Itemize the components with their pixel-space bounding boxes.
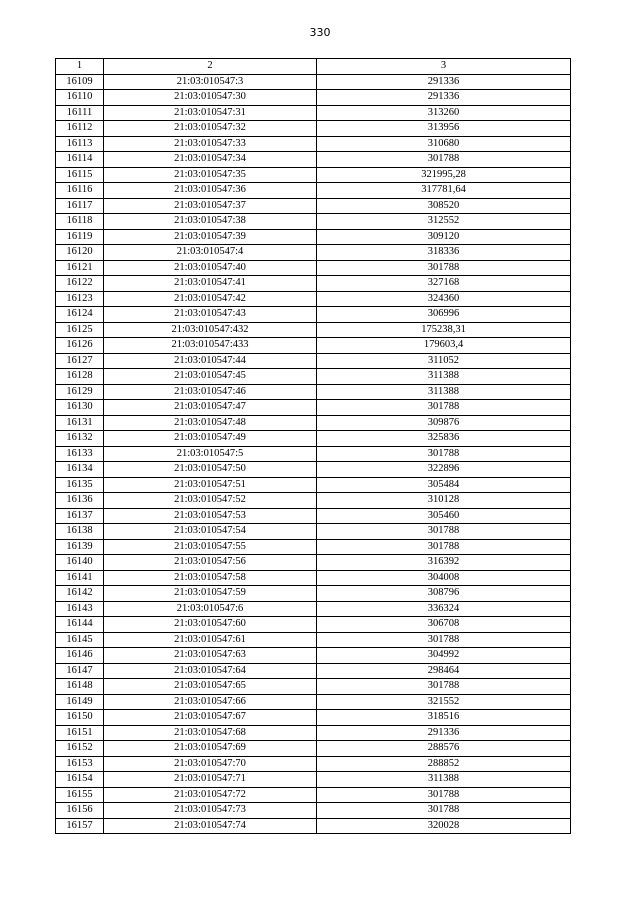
value-cell: 301788 [317, 632, 571, 648]
value-cell: 318336 [317, 245, 571, 261]
table-row [56, 586, 571, 602]
table-row [56, 632, 571, 648]
value-cell: 336324 [317, 601, 571, 617]
cadastral-number-cell: 21:03:010547:433 [104, 338, 317, 354]
row-number-cell: 16153 [56, 756, 104, 772]
cadastral-number-cell: 21:03:010547:68 [104, 725, 317, 741]
row-number-cell: 16137 [56, 508, 104, 524]
cadastral-number-cell: 21:03:010547:72 [104, 787, 317, 803]
table-row [56, 384, 571, 400]
row-number-cell: 16145 [56, 632, 104, 648]
row-number-cell: 16112 [56, 121, 104, 137]
cadastral-number-cell: 21:03:010547:38 [104, 214, 317, 230]
table-row [56, 121, 571, 137]
table-row [56, 167, 571, 183]
row-number-cell: 16122 [56, 276, 104, 292]
table-row [56, 214, 571, 230]
row-number-cell: 16152 [56, 741, 104, 757]
cadastral-number-cell: 21:03:010547:35 [104, 167, 317, 183]
table-row [56, 617, 571, 633]
value-cell: 311052 [317, 353, 571, 369]
cadastral-number-cell: 21:03:010547:39 [104, 229, 317, 245]
table-row [56, 539, 571, 555]
row-number-cell: 16150 [56, 710, 104, 726]
row-number-cell: 16115 [56, 167, 104, 183]
value-cell: 301788 [317, 152, 571, 168]
value-cell: 327168 [317, 276, 571, 292]
cadastral-number-cell: 21:03:010547:5 [104, 446, 317, 462]
value-cell: 305460 [317, 508, 571, 524]
table-row [56, 787, 571, 803]
value-cell: 301788 [317, 679, 571, 695]
table-row [56, 322, 571, 338]
row-number-cell: 16134 [56, 462, 104, 478]
cadastral-number-cell: 21:03:010547:45 [104, 369, 317, 385]
cadastral-number-cell: 21:03:010547:58 [104, 570, 317, 586]
table-row [56, 601, 571, 617]
cadastral-number-cell: 21:03:010547:61 [104, 632, 317, 648]
value-cell: 325836 [317, 431, 571, 447]
table-row [56, 245, 571, 261]
value-cell: 324360 [317, 291, 571, 307]
row-number-cell: 16123 [56, 291, 104, 307]
value-cell: 311388 [317, 384, 571, 400]
value-cell: 308520 [317, 198, 571, 214]
table-row [56, 431, 571, 447]
value-cell: 288852 [317, 756, 571, 772]
cadastral-number-cell: 21:03:010547:70 [104, 756, 317, 772]
value-cell: 301788 [317, 524, 571, 540]
cadastral-number-cell: 21:03:010547:48 [104, 415, 317, 431]
row-number-cell: 16119 [56, 229, 104, 245]
cadastral-number-cell: 21:03:010547:63 [104, 648, 317, 664]
row-number-cell: 16136 [56, 493, 104, 509]
row-number-cell: 16113 [56, 136, 104, 152]
row-number-cell: 16118 [56, 214, 104, 230]
column-header: 2 [104, 59, 317, 75]
cadastral-number-cell: 21:03:010547:6 [104, 601, 317, 617]
cadastral-number-cell: 21:03:010547:36 [104, 183, 317, 199]
row-number-cell: 16148 [56, 679, 104, 695]
row-number-cell: 16124 [56, 307, 104, 323]
cadastral-number-cell: 21:03:010547:47 [104, 400, 317, 416]
cadastral-number-cell: 21:03:010547:43 [104, 307, 317, 323]
value-cell: 304992 [317, 648, 571, 664]
row-number-cell: 16149 [56, 694, 104, 710]
value-cell: 304008 [317, 570, 571, 586]
row-number-cell: 16133 [56, 446, 104, 462]
value-cell: 298464 [317, 663, 571, 679]
table-row [56, 462, 571, 478]
cadastral-number-cell: 21:03:010547:71 [104, 772, 317, 788]
table-row [56, 756, 571, 772]
table-row [56, 710, 571, 726]
value-cell: 301788 [317, 787, 571, 803]
table-row [56, 152, 571, 168]
value-cell: 308796 [317, 586, 571, 602]
value-cell: 301788 [317, 539, 571, 555]
cadastral-number-cell: 21:03:010547:40 [104, 260, 317, 276]
row-number-cell: 16114 [56, 152, 104, 168]
value-cell: 321995,28 [317, 167, 571, 183]
table-row [56, 276, 571, 292]
table-row [56, 338, 571, 354]
cadastral-number-cell: 21:03:010547:32 [104, 121, 317, 137]
cadastral-number-cell: 21:03:010547:55 [104, 539, 317, 555]
table-row [56, 555, 571, 571]
table-body [56, 74, 571, 834]
cadastral-number-cell: 21:03:010547:4 [104, 245, 317, 261]
row-number-cell: 16146 [56, 648, 104, 664]
row-number-cell: 16140 [56, 555, 104, 571]
value-cell: 305484 [317, 477, 571, 493]
table-row [56, 648, 571, 664]
row-number-cell: 16110 [56, 90, 104, 106]
cadastral-number-cell: 21:03:010547:44 [104, 353, 317, 369]
cadastral-number-cell: 21:03:010547:37 [104, 198, 317, 214]
table-row [56, 818, 571, 834]
cadastral-number-cell: 21:03:010547:49 [104, 431, 317, 447]
row-number-cell: 16117 [56, 198, 104, 214]
value-cell: 313260 [317, 105, 571, 121]
value-cell: 317781,64 [317, 183, 571, 199]
table-row [56, 477, 571, 493]
row-number-cell: 16142 [56, 586, 104, 602]
table-row [56, 105, 571, 121]
cadastral-number-cell: 21:03:010547:74 [104, 818, 317, 834]
value-cell: 291336 [317, 90, 571, 106]
cadastral-number-cell: 21:03:010547:31 [104, 105, 317, 121]
row-number-cell: 16157 [56, 818, 104, 834]
table-row [56, 725, 571, 741]
row-number-cell: 16130 [56, 400, 104, 416]
cadastral-number-cell: 21:03:010547:67 [104, 710, 317, 726]
data-table [55, 58, 571, 834]
row-number-cell: 16135 [56, 477, 104, 493]
row-number-cell: 16132 [56, 431, 104, 447]
row-number-cell: 16138 [56, 524, 104, 540]
cadastral-number-cell: 21:03:010547:53 [104, 508, 317, 524]
row-number-cell: 16131 [56, 415, 104, 431]
cadastral-number-cell: 21:03:010547:52 [104, 493, 317, 509]
table-row [56, 198, 571, 214]
value-cell: 309876 [317, 415, 571, 431]
value-cell: 321552 [317, 694, 571, 710]
cadastral-number-cell: 21:03:010547:51 [104, 477, 317, 493]
table-row [56, 694, 571, 710]
row-number-cell: 16121 [56, 260, 104, 276]
value-cell: 306996 [317, 307, 571, 323]
value-cell: 320028 [317, 818, 571, 834]
cadastral-number-cell: 21:03:010547:3 [104, 74, 317, 90]
cadastral-number-cell: 21:03:010547:64 [104, 663, 317, 679]
table-row [56, 679, 571, 695]
row-number-cell: 16120 [56, 245, 104, 261]
row-number-cell: 16155 [56, 787, 104, 803]
table-row [56, 229, 571, 245]
table-row [56, 400, 571, 416]
value-cell: 311388 [317, 369, 571, 385]
table-row [56, 772, 571, 788]
value-cell: 288576 [317, 741, 571, 757]
value-cell: 301788 [317, 803, 571, 819]
value-cell: 318516 [317, 710, 571, 726]
table-row [56, 741, 571, 757]
value-cell: 309120 [317, 229, 571, 245]
row-number-cell: 16151 [56, 725, 104, 741]
value-cell: 322896 [317, 462, 571, 478]
table-row [56, 803, 571, 819]
table-row [56, 74, 571, 90]
cadastral-number-cell: 21:03:010547:73 [104, 803, 317, 819]
table-row [56, 307, 571, 323]
table-row [56, 663, 571, 679]
cadastral-number-cell: 21:03:010547:59 [104, 586, 317, 602]
value-cell: 291336 [317, 725, 571, 741]
row-number-cell: 16156 [56, 803, 104, 819]
table-row [56, 291, 571, 307]
value-cell: 312552 [317, 214, 571, 230]
row-number-cell: 16128 [56, 369, 104, 385]
column-header: 1 [56, 59, 104, 75]
row-number-cell: 16141 [56, 570, 104, 586]
value-cell: 301788 [317, 400, 571, 416]
value-cell: 179603,4 [317, 338, 571, 354]
row-number-cell: 16116 [56, 183, 104, 199]
table-row [56, 415, 571, 431]
table-row [56, 570, 571, 586]
cadastral-number-cell: 21:03:010547:41 [104, 276, 317, 292]
row-number-cell: 16126 [56, 338, 104, 354]
table-row [56, 260, 571, 276]
table-row [56, 493, 571, 509]
table-row [56, 446, 571, 462]
row-number-cell: 16144 [56, 617, 104, 633]
cadastral-number-cell: 21:03:010547:30 [104, 90, 317, 106]
cadastral-number-cell: 21:03:010547:33 [104, 136, 317, 152]
column-header: 3 [317, 59, 571, 75]
page-number: 330 [309, 26, 331, 39]
cadastral-number-cell: 21:03:010547:50 [104, 462, 317, 478]
cadastral-number-cell: 21:03:010547:60 [104, 617, 317, 633]
cadastral-number-cell: 21:03:010547:46 [104, 384, 317, 400]
value-cell: 175238,31 [317, 322, 571, 338]
cadastral-number-cell: 21:03:010547:69 [104, 741, 317, 757]
cadastral-number-cell: 21:03:010547:34 [104, 152, 317, 168]
row-number-cell: 16147 [56, 663, 104, 679]
table-row [56, 90, 571, 106]
value-cell: 301788 [317, 260, 571, 276]
cadastral-number-cell: 21:03:010547:65 [104, 679, 317, 695]
value-cell: 316392 [317, 555, 571, 571]
table-row [56, 508, 571, 524]
cadastral-number-cell: 21:03:010547:432 [104, 322, 317, 338]
value-cell: 310680 [317, 136, 571, 152]
row-number-cell: 16109 [56, 74, 104, 90]
row-number-cell: 16127 [56, 353, 104, 369]
table-row [56, 369, 571, 385]
row-number-cell: 16111 [56, 105, 104, 121]
value-cell: 310128 [317, 493, 571, 509]
table-row [56, 353, 571, 369]
row-number-cell: 16143 [56, 601, 104, 617]
table-header-row [56, 59, 571, 75]
table-row [56, 183, 571, 199]
row-number-cell: 16129 [56, 384, 104, 400]
value-cell: 313956 [317, 121, 571, 137]
table-row [56, 136, 571, 152]
table-row [56, 524, 571, 540]
value-cell: 291336 [317, 74, 571, 90]
cadastral-number-cell: 21:03:010547:54 [104, 524, 317, 540]
cadastral-number-cell: 21:03:010547:56 [104, 555, 317, 571]
cadastral-number-cell: 21:03:010547:42 [104, 291, 317, 307]
cadastral-number-cell: 21:03:010547:66 [104, 694, 317, 710]
row-number-cell: 16139 [56, 539, 104, 555]
row-number-cell: 16125 [56, 322, 104, 338]
row-number-cell: 16154 [56, 772, 104, 788]
value-cell: 306708 [317, 617, 571, 633]
value-cell: 301788 [317, 446, 571, 462]
value-cell: 311388 [317, 772, 571, 788]
